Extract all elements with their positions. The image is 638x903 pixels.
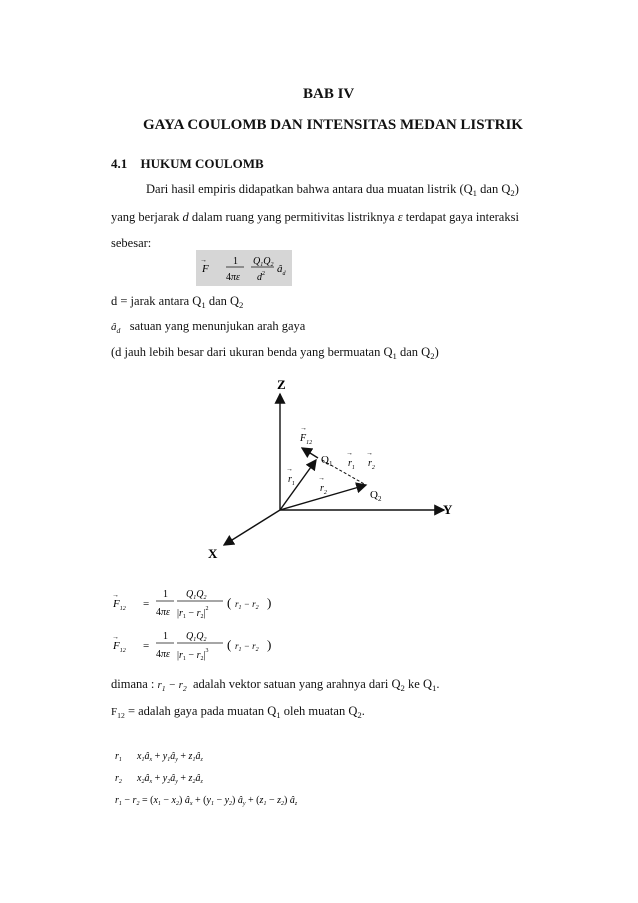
r2-minus-label: $r_2$ — [368, 458, 375, 471]
f12-force-vector — [302, 448, 318, 458]
svg-text:âd: $â_d$ — [277, 263, 286, 277]
svg-text:1: 1 — [163, 589, 168, 600]
svg-text:1: 1 — [163, 631, 168, 642]
coulomb-formula-svg — [196, 250, 292, 286]
section-heading — [111, 156, 264, 172]
definition-d: d = jarak antara $Q_1$ dan $Q_2$ — [111, 294, 244, 310]
r2-label: $r_2$ — [320, 483, 327, 496]
svg-text:): ) — [267, 637, 272, 652]
paragraph-line-2: yang berjarak d dalam ruang yang permitivitas listriknya ε terdapat gaya interaksi — [111, 210, 519, 224]
svg-text:→: → — [300, 424, 307, 432]
svg-text:|r1 − r2|3: $|r_1 - r_2|^3$ — [177, 648, 209, 662]
svg-text:x2âx + y2ây + z2âz: $x_2â_x$ + $y_2â_y$ + $z_2â_z$ — [137, 773, 203, 785]
section-number: 4.1 — [111, 156, 128, 171]
svg-text:→: → — [366, 449, 373, 457]
svg-text:→: → — [286, 465, 293, 473]
svg-text:→: → — [346, 449, 353, 457]
svg-text:|r1 − r2|2: $|r_1 - r_2|^2$ — [177, 606, 209, 620]
svg-text:(: ( — [227, 637, 232, 652]
coulomb-formula — [196, 250, 292, 286]
svg-text:Q1Q2: $Q_1Q_2$ — [186, 589, 207, 601]
q1-label: $Q_1$ — [321, 454, 333, 468]
q2-label: $Q_2$ — [370, 489, 382, 503]
coulomb-vector-diagram — [190, 372, 470, 572]
r1-minus-label: $r_1$ — [348, 458, 355, 471]
svg-text:Q1Q2: $Q_1Q_2$ — [253, 256, 274, 268]
x-axis — [224, 510, 280, 545]
axis-z-label: Z — [277, 377, 286, 392]
svg-text:r1 − r2: $r_1 - r_2$ — [235, 599, 259, 611]
svg-text:4πε: 4πε — [156, 607, 170, 618]
svg-text:F12: $F_{12}$ — [113, 640, 126, 654]
svg-text:Q1Q2: $Q_1Q_2$ — [186, 631, 207, 643]
svg-text:r2: $r_2$ — [115, 773, 122, 785]
svg-text:): ) — [267, 595, 272, 610]
svg-text:=: = — [143, 640, 150, 652]
svg-text:4πε: 4πε — [226, 272, 240, 283]
paragraph-line-1: Dari hasil empiris didapatkan bahwa antara dua muatan listrik ($Q_1$ dan $Q_2$) — [146, 182, 519, 198]
note-distance: (d jauh lebih besar dari ukuran benda yang bermuatan $Q_1$ dan $Q_2$) — [111, 345, 439, 361]
f12-label: $F_{12}$ — [300, 433, 313, 446]
svg-text:→: → — [112, 633, 119, 641]
svg-text:4πε: 4πε — [156, 649, 170, 660]
chapter-title: GAYA COULOMB DAN INTENSITAS MEDAN LISTRIK — [143, 117, 523, 133]
svg-text:F12: $F_{12}$ — [113, 598, 126, 612]
r1-label: $r_1$ — [288, 474, 295, 487]
dimana-line: dimana : $r_1 - r_2$ adalah vektor satuan yang arahnya dari $Q_2$ ke $Q_1$. — [111, 677, 440, 693]
axis-y-label: Y — [443, 502, 453, 517]
position-vector-equations — [111, 745, 411, 811]
svg-text:→: → — [200, 256, 207, 264]
f12-description: $F_{12}$ = adalah gaya pada muatan $Q_1$ oleh muatan $Q_2$. — [111, 704, 365, 720]
svg-text:r1 − r2: $r_1 - r_2$ — [235, 641, 259, 653]
svg-text:r1 − r2 = (x1 − x2) âx + (y1 −: $r_1 - r_2 = (x_1 - x_2)$ $â_x + (y_1 - y_2)$ $â_y + (z_1 - z_2)$ $â_z$ — [115, 795, 298, 807]
svg-text:→: → — [318, 474, 325, 482]
paragraph-line-3: sebesar: — [111, 236, 152, 250]
definition-unit-vector: $â_d$ satuan yang menunjukan arah gaya — [111, 319, 306, 335]
equation-f12-vector — [111, 627, 291, 665]
svg-text:F: F — [202, 263, 209, 275]
svg-text:(: ( — [227, 595, 232, 610]
chapter-label: BAB IV — [303, 86, 355, 102]
svg-text:=: = — [143, 598, 150, 610]
svg-text:1: 1 — [233, 256, 238, 267]
section-title: HUKUM COULOMB — [140, 156, 264, 171]
equation-f12-unit — [111, 585, 291, 623]
axis-x-label: X — [208, 546, 218, 561]
svg-text:→: → — [112, 591, 119, 599]
svg-text:d2: $d^2$ — [257, 271, 265, 283]
svg-text:x1âx + y1ây + z1âz: $x_1â_x$ + $y_1â_y$ + $z_1â_z$ — [137, 751, 203, 763]
svg-text:r1: $r_1$ — [115, 751, 122, 763]
